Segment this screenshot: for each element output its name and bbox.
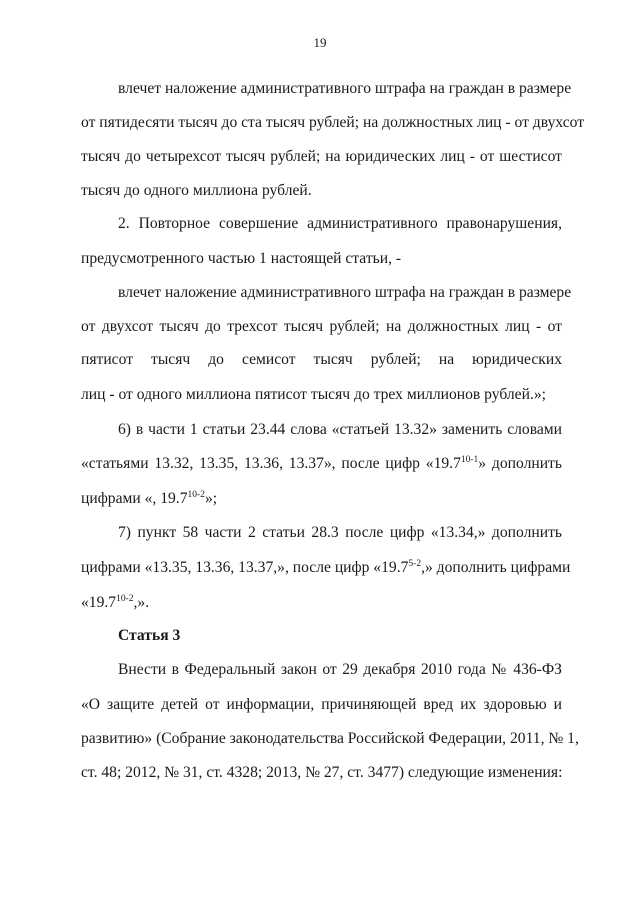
text-line: предусмотренного частью 1 настоящей статьи, -	[81, 250, 402, 267]
text-line: влечет наложение административного штрафа на граждан в размере	[118, 284, 572, 301]
text-line	[81, 594, 149, 612]
text-segment: » дополнить	[478, 455, 562, 472]
text-line: развитию» (Собрание законодательства Российской Федерации, 2011, № 1,	[81, 730, 579, 747]
text-segment: цифрами «, 19.7	[81, 490, 188, 507]
page-number: 19	[313, 35, 327, 50]
text-segment: цифрами «13.35, 13.36, 13.37,», после цифр «19.7	[81, 559, 409, 576]
text-line: от пятидесяти тысяч до ста тысяч рублей; на должностных лиц - от двухсот	[81, 114, 585, 131]
text-segment: «19.7	[81, 594, 117, 611]
text-line	[81, 559, 571, 577]
text-line: ст. 48; 2012, № 31, ст. 4328; 2013, № 27, ст. 3477) следующие изменения:	[81, 764, 563, 781]
text-line: «О защите детей от информации, причиняющей вред их здоровью и	[81, 696, 562, 713]
text-segment: ,».	[133, 594, 150, 611]
text-line: от двухсот тысяч до трехсот тысяч рублей; на должностных лиц - от	[81, 318, 562, 335]
text-line: 2. Повторное совершение административного правонарушения,	[118, 215, 562, 232]
text-line	[81, 490, 217, 508]
text-line: лиц - от одного миллиона пятисот тысяч до трех миллионов рублей.»;	[81, 386, 546, 403]
text-line: тысяч до четырехсот тысяч рублей; на юридических лиц - от шестисот	[81, 148, 562, 165]
text-line: пятисот тысяч до семисот тысяч рублей; на юридических	[81, 351, 562, 368]
text-line: 7) пункт 58 части 2 статьи 28.3 после цифр «13.34,» дополнить	[118, 524, 562, 541]
text-line: тысяч до одного миллиона рублей.	[81, 182, 312, 199]
text-line	[81, 455, 562, 473]
superscript: 10-2	[116, 594, 134, 604]
superscript: 10-1	[460, 455, 479, 465]
text-line: Внести в Федеральный закон от 29 декабря 2010 года № 436-ФЗ	[118, 661, 562, 678]
article-heading: Статья 3	[118, 627, 181, 644]
text-line: влечет наложение административного штрафа на граждан в размере	[118, 80, 572, 97]
superscript: 10-2	[187, 490, 205, 500]
text-line: 6) в части 1 статьи 23.44 слова «статьей 13.32» заменить словами	[118, 421, 562, 438]
text-segment: »;	[204, 490, 218, 507]
text-segment: «статьями 13.32, 13.35, 13.36, 13.37», после цифр «19.7	[81, 455, 461, 472]
superscript: 5-2	[408, 559, 422, 569]
text-segment: ,» дополнить цифрами	[421, 559, 571, 576]
